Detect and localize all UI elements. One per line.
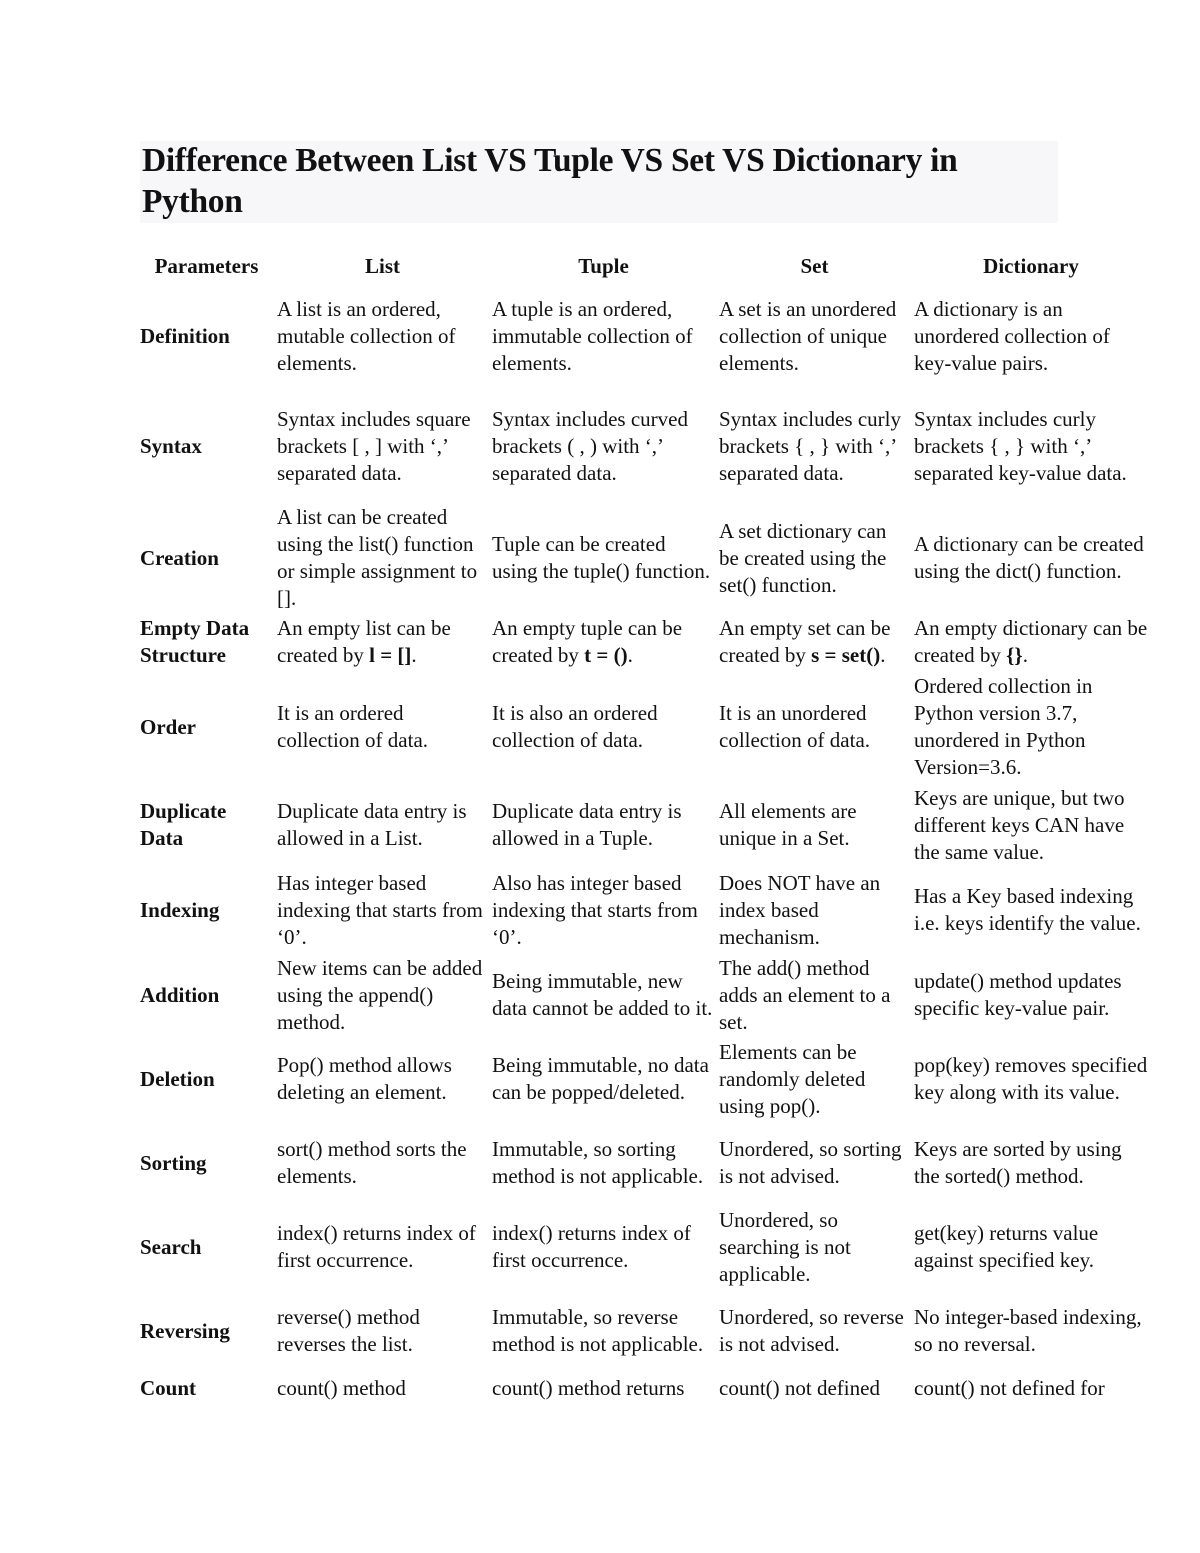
cell-dictionary: count() not defined for xyxy=(914,1375,1105,1400)
cell-dictionary: update() method updates specific key-value pair. xyxy=(914,969,1122,1020)
cell-dictionary: get(key) returns value against specified key. xyxy=(914,1221,1099,1272)
code-snippet: t = () xyxy=(584,643,628,667)
header-set: Set xyxy=(800,253,829,278)
table-row xyxy=(138,671,1150,783)
cell-list: Duplicate data entry is allowed in a List. xyxy=(277,799,467,850)
cell-dictionary: Keys are unique, but two different keys CAN have the same value. xyxy=(914,785,1125,864)
row-parameter: Count xyxy=(140,1375,197,1400)
table-row xyxy=(138,1037,1150,1121)
row-parameter: Indexing xyxy=(140,897,220,922)
cell-set: Syntax includes curly brackets { , } with ‘,’ separated data. xyxy=(719,407,901,485)
header-dictionary: Dictionary xyxy=(983,253,1079,278)
cell-list: index() returns index of first occurrence. xyxy=(277,1221,476,1272)
cell-tuple: count() method returns xyxy=(492,1375,685,1400)
cell-list: It is an ordered collection of data. xyxy=(277,701,429,752)
code-snippet: l = [] xyxy=(369,643,412,667)
table-row xyxy=(138,1289,1150,1373)
table-row xyxy=(138,1373,1150,1403)
cell-dictionary: Keys are sorted by using the sorted() method. xyxy=(914,1137,1122,1188)
cell-set: Unordered, so reverse is not advised. xyxy=(719,1305,904,1356)
cell-set xyxy=(717,613,912,671)
header-parameters: Parameters xyxy=(154,253,259,278)
cell-list: A list can be created using the list() function or simple assignment to []. xyxy=(277,505,478,610)
cell-text: An empty dictionary can be created by xyxy=(914,616,1148,667)
row-parameter: Definition xyxy=(140,323,230,348)
row-parameter: Syntax xyxy=(140,434,202,458)
cell-tuple: Duplicate data entry is allowed in a Tuple. xyxy=(492,799,682,850)
cell-tuple: Immutable, so reverse method is not applicable. xyxy=(492,1305,704,1356)
table-row xyxy=(138,1121,1150,1205)
row-parameter: Creation xyxy=(140,545,219,570)
row-parameter: Empty Data Structure xyxy=(140,616,250,667)
cell-list: Has integer based indexing that starts from ‘0’. xyxy=(277,870,483,949)
row-parameter: Search xyxy=(140,1234,202,1259)
cell-list: Pop() method allows deleting an element. xyxy=(277,1053,452,1104)
comparison-table xyxy=(138,250,1150,1403)
cell-dictionary xyxy=(912,613,1150,671)
cell-set: A set dictionary can be created using the set() function. xyxy=(719,518,887,597)
row-parameter: Deletion xyxy=(140,1066,215,1091)
cell-dictionary: A dictionary can be created using the dict() function. xyxy=(914,532,1144,583)
cell-set: A set is an unordered collection of unique elements. xyxy=(719,296,897,375)
header-list: List xyxy=(364,253,400,278)
cell-text: . xyxy=(627,643,633,667)
code-snippet: s = set() xyxy=(811,643,881,667)
cell-text: An empty set can be created by xyxy=(719,616,891,667)
row-parameter: Sorting xyxy=(140,1150,207,1175)
cell-tuple: Being immutable, new data cannot be added to it. xyxy=(492,969,713,1020)
cell-tuple: Syntax includes curved brackets ( , ) with ‘,’ separated data. xyxy=(492,407,688,485)
cell-list: A list is an ordered, mutable collection of elements. xyxy=(277,296,456,375)
cell-text: . xyxy=(411,643,417,667)
cell-text: . xyxy=(1022,643,1028,667)
cell-tuple: index() returns index of first occurrence. xyxy=(492,1221,691,1272)
cell-list: count() method xyxy=(277,1375,406,1400)
cell-tuple: Also has integer based indexing that starts from ‘0’. xyxy=(492,870,698,949)
table-row xyxy=(138,613,1150,671)
cell-set: The add() method adds an element to a set. xyxy=(719,955,891,1034)
cell-dictionary: Has a Key based indexing i.e. keys identify the value. xyxy=(914,884,1141,935)
cell-dictionary: A dictionary is an unordered collection of key-value pairs. xyxy=(914,296,1110,375)
cell-set: All elements are unique in a Set. xyxy=(719,799,857,850)
cell-text: . xyxy=(880,643,886,667)
cell-set: Unordered, so sorting is not advised. xyxy=(719,1137,902,1188)
cell-tuple: It is also an ordered collection of data. xyxy=(492,701,658,752)
cell-list: reverse() method reverses the list. xyxy=(277,1305,420,1356)
cell-dictionary: pop(key) removes specified key along with its value. xyxy=(914,1053,1148,1104)
table-row xyxy=(138,953,1150,1037)
table-row xyxy=(138,503,1150,613)
table-row xyxy=(138,1205,1150,1289)
cell-tuple: Immutable, so sorting method is not applicable. xyxy=(492,1137,704,1188)
cell-list xyxy=(275,613,490,671)
row-parameter: Reversing xyxy=(140,1318,230,1343)
cell-tuple xyxy=(490,613,717,671)
table-row xyxy=(138,867,1150,953)
table-row xyxy=(138,282,1150,390)
cell-text: An empty list can be created by xyxy=(277,616,451,667)
row-parameter: Addition xyxy=(140,982,220,1007)
cell-text: An empty tuple can be created by xyxy=(492,616,683,667)
table-row xyxy=(138,390,1150,503)
cell-tuple: A tuple is an ordered, immutable collection of elements. xyxy=(492,296,693,375)
cell-dictionary: Syntax includes curly brackets { , } with ‘,’ separated key-value data. xyxy=(914,407,1127,485)
code-snippet: {} xyxy=(1006,643,1023,667)
row-parameter: Order xyxy=(140,714,196,739)
cell-set: It is an unordered collection of data. xyxy=(719,701,871,752)
cell-dictionary: Ordered collection in Python version 3.7, unordered in Python Version=3.6. xyxy=(914,674,1093,779)
header-tuple: Tuple xyxy=(578,253,629,278)
cell-dictionary: No integer-based indexing, so no reversal. xyxy=(914,1305,1142,1356)
cell-set: count() not defined xyxy=(719,1375,880,1400)
cell-tuple: Being immutable, no data can be popped/deleted. xyxy=(492,1053,709,1104)
cell-tuple: Tuple can be created using the tuple() function. xyxy=(492,532,711,583)
cell-set: Does NOT have an index based mechanism. xyxy=(719,870,881,949)
cell-set: Elements can be randomly deleted using pop(). xyxy=(719,1039,866,1118)
table-header-row xyxy=(138,250,1150,282)
page-title: Difference Between List VS Tuple VS Set VS Dictionary in Python xyxy=(142,142,958,220)
row-parameter: Duplicate Data xyxy=(140,799,227,850)
cell-list: sort() method sorts the elements. xyxy=(277,1137,467,1188)
cell-list: New items can be added using the append() method. xyxy=(277,955,483,1034)
cell-list: Syntax includes square brackets [ , ] with ‘,’ separated data. xyxy=(277,407,471,485)
cell-set: Unordered, so searching is not applicable. xyxy=(719,1207,851,1286)
table-row xyxy=(138,783,1150,867)
